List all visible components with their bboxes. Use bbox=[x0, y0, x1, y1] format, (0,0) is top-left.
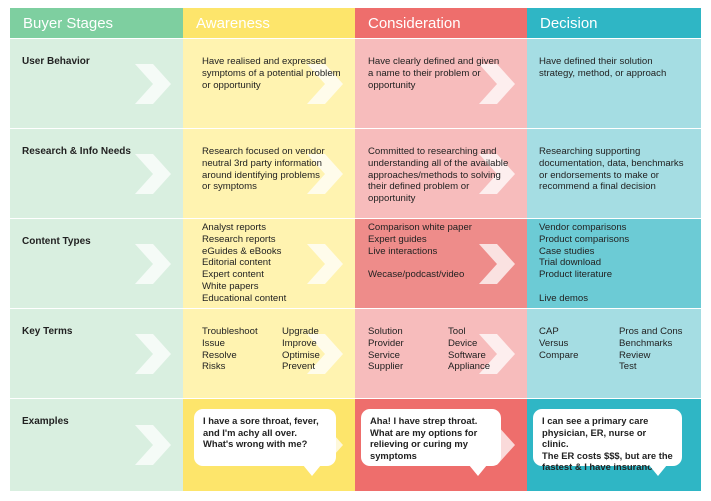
term: Risks bbox=[202, 361, 226, 373]
speech-bubble-consideration bbox=[361, 409, 501, 466]
cell-research-awareness bbox=[183, 129, 355, 219]
term: Supplier bbox=[368, 361, 404, 373]
speech-bubble-awareness bbox=[194, 409, 336, 466]
text-line: symptoms of a potential problem bbox=[202, 67, 341, 79]
header-decision bbox=[527, 8, 701, 39]
term: Optimise bbox=[282, 349, 320, 361]
speech-bubble-tail bbox=[469, 465, 487, 476]
row-label-content-types: Content Types bbox=[22, 236, 91, 247]
cell-content-consideration bbox=[355, 219, 527, 309]
row-content-label-cell bbox=[10, 219, 183, 309]
terms-consideration-grid bbox=[355, 309, 527, 373]
text-line: Vendor comparisons bbox=[539, 222, 627, 233]
cell-examples-awareness bbox=[183, 399, 355, 492]
text-line: Product comparisons bbox=[539, 233, 630, 245]
text-line: strategy, method, or approach bbox=[539, 67, 667, 79]
header-awareness-label: Awareness bbox=[196, 15, 270, 32]
term: Appliance bbox=[448, 361, 491, 373]
text-line bbox=[539, 281, 701, 293]
terms-decision-grid bbox=[527, 309, 701, 373]
text-line: opportunity bbox=[368, 193, 416, 205]
text-line: Comparison white paper bbox=[368, 222, 472, 233]
text-line: Committed to researching and bbox=[368, 146, 497, 157]
text-line: or opportunity bbox=[202, 79, 261, 91]
row-label-research-info-needs: Research & Info Needs bbox=[22, 146, 131, 157]
row-label-key-terms: Key Terms bbox=[22, 326, 73, 337]
research-awareness-text bbox=[183, 129, 355, 193]
header-consideration bbox=[355, 8, 527, 39]
text-line: Have defined their solution bbox=[539, 56, 653, 67]
term: Benchmarks bbox=[619, 337, 673, 349]
term: CAP bbox=[539, 326, 559, 337]
bubble-line: symptoms bbox=[370, 449, 417, 461]
text-line: Trial download bbox=[539, 257, 602, 269]
header-decision-label: Decision bbox=[540, 15, 598, 32]
text-line bbox=[368, 257, 527, 269]
text-line: Research reports bbox=[202, 233, 276, 245]
term: Review bbox=[619, 349, 651, 361]
text-line: Editorial content bbox=[202, 257, 271, 269]
text-line: eGuides & eBooks bbox=[202, 245, 282, 257]
term: Compare bbox=[539, 349, 579, 361]
text-line: their defined problem or bbox=[368, 181, 470, 193]
term bbox=[539, 361, 619, 373]
text-line: Educational content bbox=[202, 292, 287, 304]
cell-research-decision bbox=[527, 129, 701, 219]
content-consideration-text bbox=[355, 219, 527, 281]
term: Versus bbox=[539, 337, 569, 349]
text-line: or symptoms bbox=[202, 181, 257, 193]
row-research-label-cell bbox=[10, 129, 183, 219]
cell-content-decision bbox=[527, 219, 701, 309]
bubble-line: and I'm achy all over. bbox=[203, 426, 297, 438]
term: Tool bbox=[448, 326, 466, 337]
text-line: Researching supporting bbox=[539, 146, 641, 157]
speech-bubble-tail bbox=[303, 465, 321, 476]
cell-behavior-decision bbox=[527, 39, 701, 129]
text-line: around identifying problems bbox=[202, 169, 320, 181]
term: Prevent bbox=[282, 361, 316, 373]
bubble-line: Aha! I have strep throat. bbox=[370, 415, 478, 426]
term: Upgrade bbox=[282, 326, 319, 337]
row-examples-label-cell bbox=[10, 399, 183, 492]
cell-terms-awareness bbox=[183, 309, 355, 399]
bubble-line: What are my options for bbox=[370, 426, 478, 438]
text-line: Research focused on vendor bbox=[202, 146, 325, 157]
cell-terms-decision bbox=[527, 309, 701, 399]
term: Test bbox=[619, 361, 637, 373]
row-label-examples: Examples bbox=[22, 416, 69, 427]
terms-awareness-grid bbox=[183, 309, 355, 373]
research-decision-text bbox=[527, 129, 701, 193]
text-line: Have clearly defined and given bbox=[368, 56, 500, 67]
text-line: understanding all of the available bbox=[368, 157, 509, 169]
text-line: or endorsements to make or bbox=[539, 169, 659, 181]
text-line: Product literature bbox=[539, 269, 613, 281]
header-buyer-stages bbox=[10, 8, 183, 39]
cell-terms-consideration bbox=[355, 309, 527, 399]
term: Provider bbox=[368, 337, 404, 349]
speech-bubble-decision bbox=[533, 409, 682, 473]
text-line: Expert guides bbox=[368, 233, 427, 245]
speech-bubble-tail bbox=[649, 465, 667, 476]
text-line: Have realised and expressed bbox=[202, 56, 327, 67]
chevron-right-icon bbox=[129, 152, 173, 196]
content-awareness-text bbox=[183, 219, 355, 305]
behavior-decision-text bbox=[527, 39, 701, 80]
bubble-line: The ER costs $$$, but are the bbox=[542, 449, 673, 461]
bubble-line: physician, ER, nurse or clinic. bbox=[542, 426, 647, 450]
cell-behavior-awareness bbox=[183, 39, 355, 129]
bubble-line: I have a sore throat, fever, bbox=[203, 415, 319, 426]
term: Solution bbox=[368, 326, 403, 337]
text-line: a name to their problem or bbox=[368, 67, 481, 79]
cell-examples-consideration bbox=[355, 399, 527, 492]
bubble-line: relieving or curing my bbox=[370, 438, 468, 450]
header-awareness bbox=[183, 8, 355, 39]
term: Software bbox=[448, 349, 486, 361]
buyer-stages-matrix bbox=[10, 8, 701, 492]
chevron-right-icon bbox=[129, 242, 173, 286]
bubble-line: I can see a primary care bbox=[542, 415, 649, 426]
text-line: recommend a final decision bbox=[539, 181, 656, 193]
text-line: Live demos bbox=[539, 292, 589, 304]
term: Pros and Cons bbox=[619, 326, 683, 337]
term: Resolve bbox=[202, 349, 237, 361]
text-line: White papers bbox=[202, 280, 259, 292]
text-line: Expert content bbox=[202, 269, 264, 281]
cell-examples-decision bbox=[527, 399, 701, 492]
chevron-right-icon bbox=[129, 332, 173, 376]
text-line: Case studies bbox=[539, 245, 595, 257]
research-consideration-text bbox=[355, 129, 527, 205]
chevron-right-icon bbox=[129, 423, 173, 467]
term: Troubleshoot bbox=[202, 326, 258, 337]
text-line: Live interactions bbox=[368, 245, 438, 257]
row-label-user-behavior: User Behavior bbox=[22, 56, 90, 67]
term: Device bbox=[448, 337, 478, 349]
text-line: approaches/methods to solving bbox=[368, 169, 501, 181]
header-consideration-label: Consideration bbox=[368, 15, 461, 32]
text-line: Analyst reports bbox=[202, 222, 266, 233]
bubble-line: fastest & I have insurance bbox=[542, 461, 658, 473]
bubble-line: What's wrong with me? bbox=[203, 438, 308, 450]
chevron-right-icon bbox=[129, 62, 173, 106]
row-user-behavior-label-cell bbox=[10, 39, 183, 129]
behavior-awareness-text bbox=[183, 39, 355, 91]
term: Improve bbox=[282, 337, 317, 349]
text-line: Wecase/podcast/video bbox=[368, 269, 465, 281]
term: Service bbox=[368, 349, 400, 361]
text-line: documentation, data, benchmarks bbox=[539, 157, 684, 169]
text-line: opportunity bbox=[368, 79, 416, 91]
row-terms-label-cell bbox=[10, 309, 183, 399]
cell-behavior-consideration bbox=[355, 39, 527, 129]
term: Issue bbox=[202, 337, 225, 349]
header-buyer-stages-label: Buyer Stages bbox=[23, 15, 114, 32]
cell-content-awareness bbox=[183, 219, 355, 309]
behavior-consideration-text bbox=[355, 39, 527, 91]
cell-research-consideration bbox=[355, 129, 527, 219]
text-line: neutral 3rd party information bbox=[202, 157, 322, 169]
content-decision-text bbox=[527, 219, 701, 305]
